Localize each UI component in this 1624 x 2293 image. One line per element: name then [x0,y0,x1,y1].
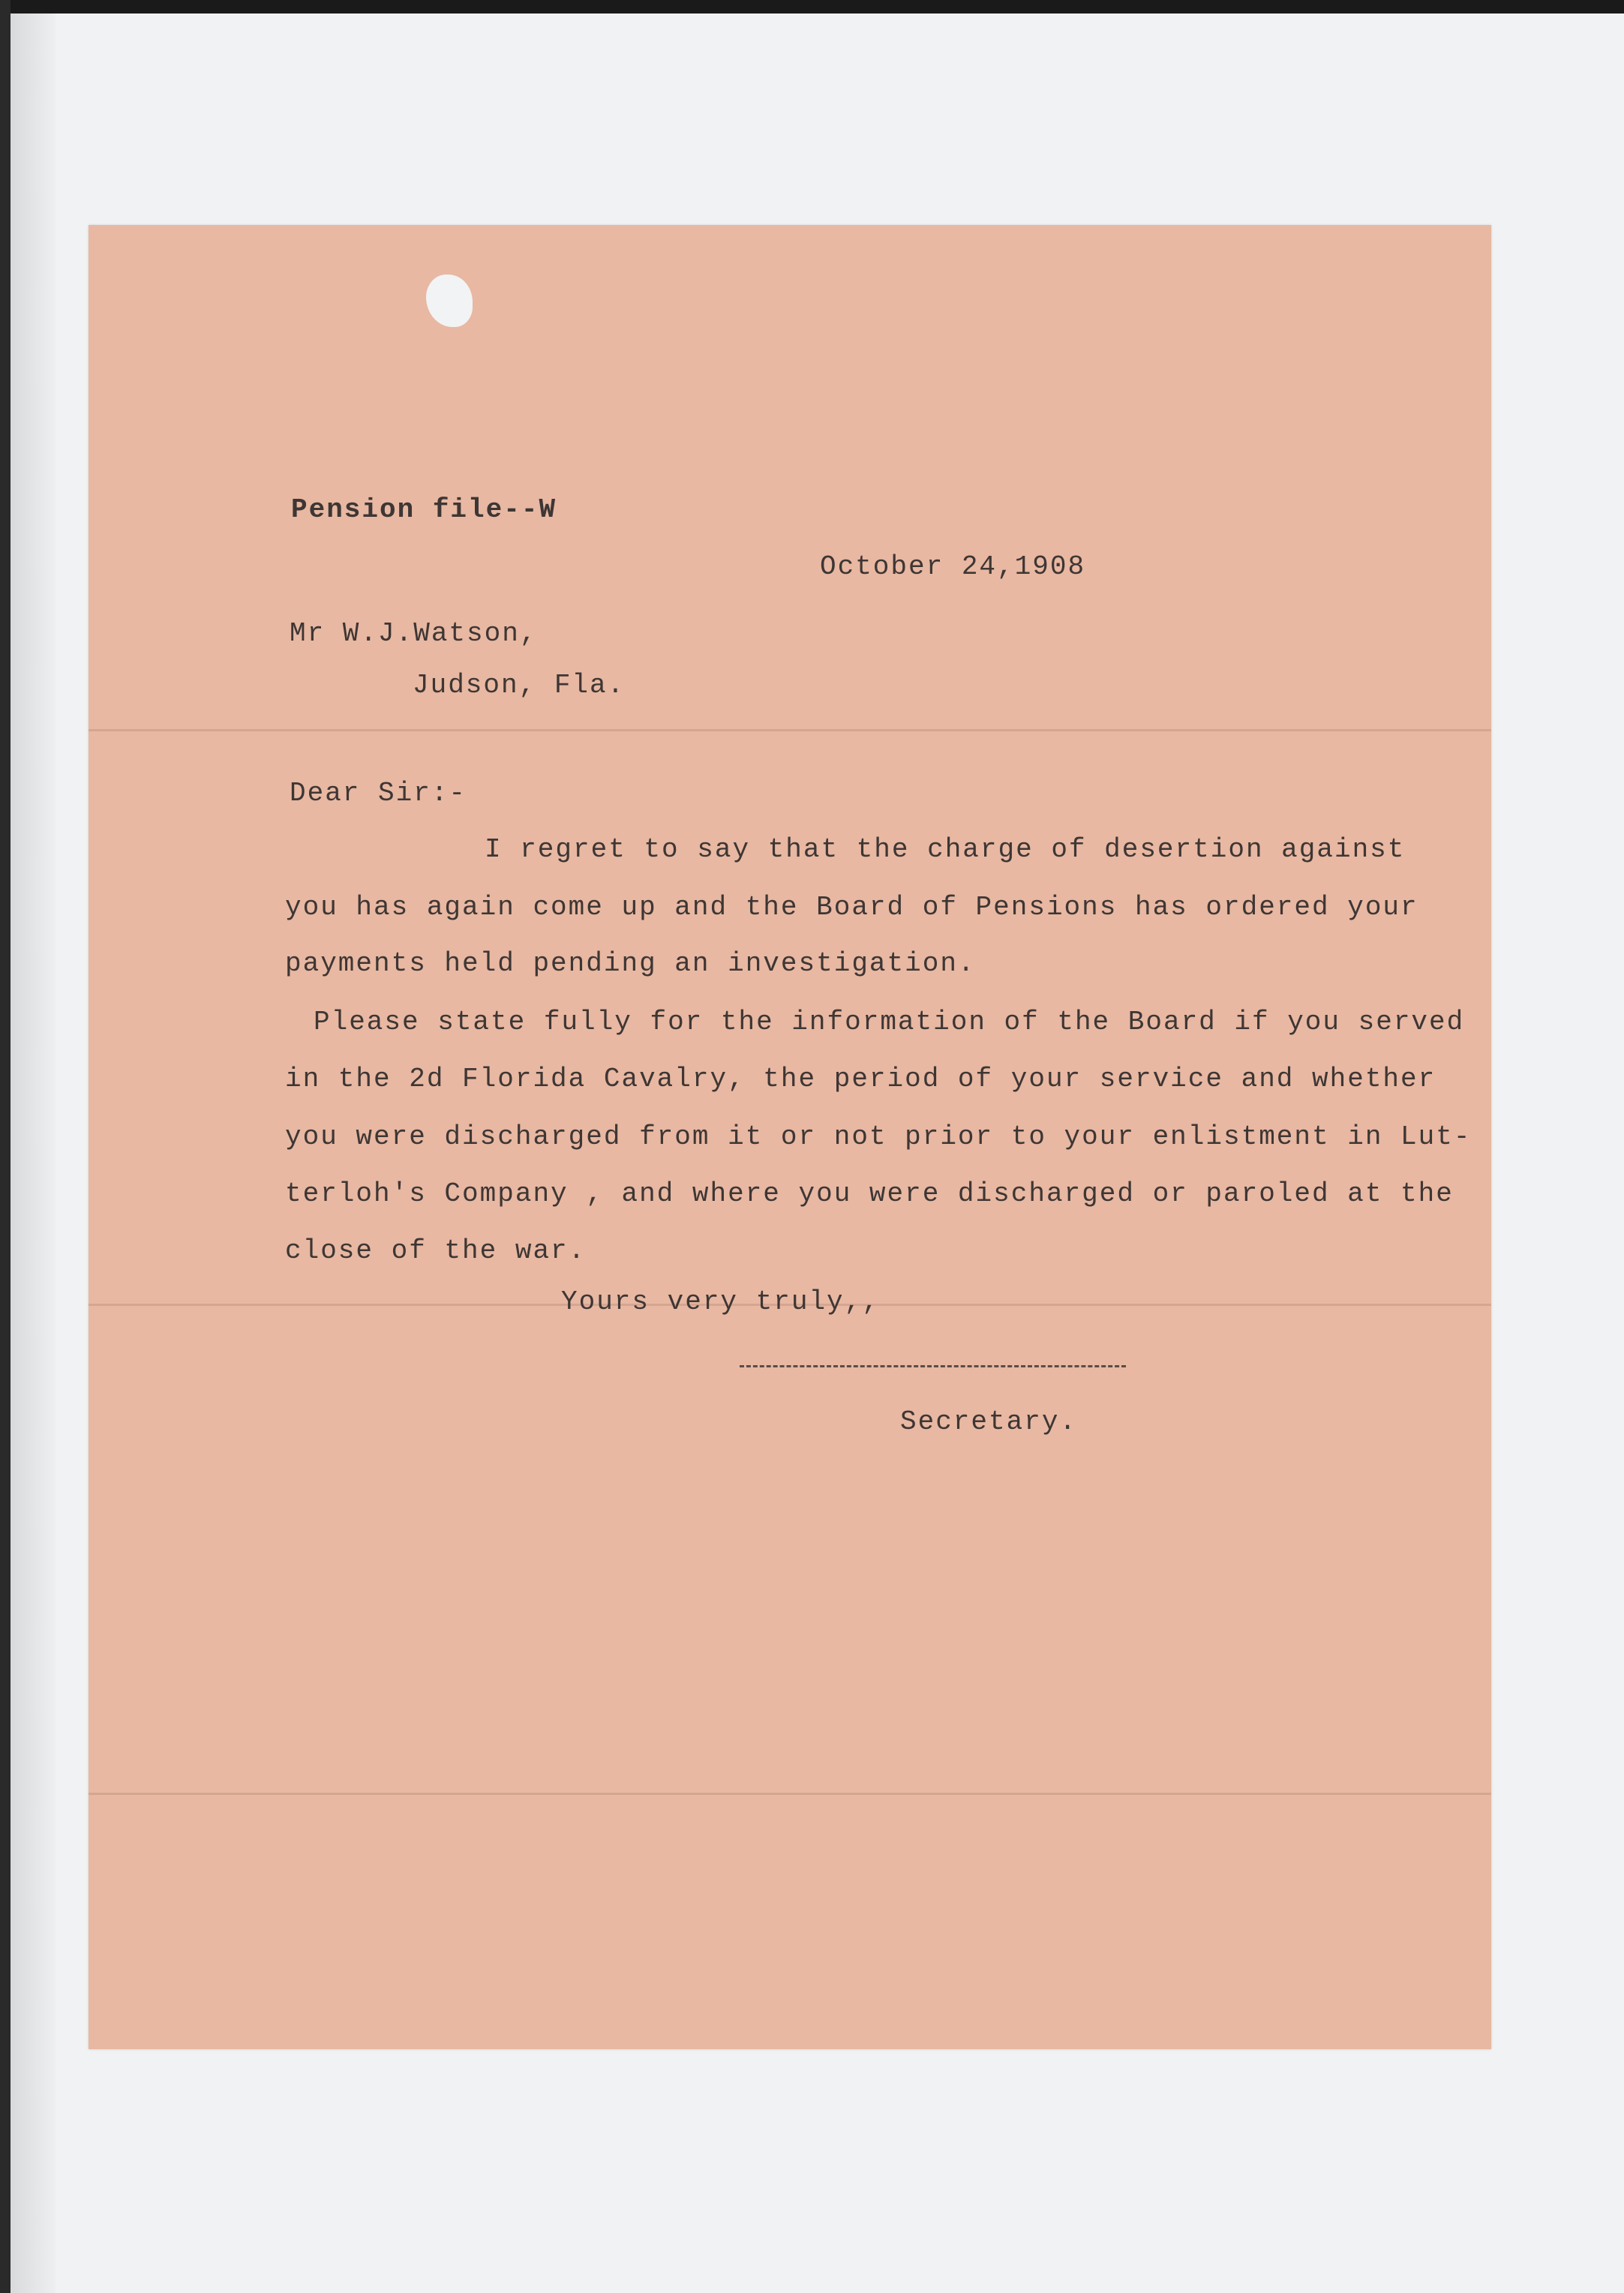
body-line: close of the war. [285,1235,587,1266]
body-line: you has again come up and the Board of Pensions has ordered your [285,892,1418,923]
fold-line [89,1793,1491,1795]
closing: Yours very truly,, [561,1286,880,1317]
letter-page [89,225,1491,2049]
body-line: in the 2d Florida Cavalry, the period of your service and whether [285,1064,1436,1094]
body-line: payments held pending an investigation. [285,948,976,979]
body-line: you were discharged from it or not prior to your enlistment in Lut- [285,1121,1472,1152]
fold-line [89,729,1491,731]
file-reference: Pension file--W [291,494,557,525]
punch-hole [426,275,473,327]
signature-line [740,1365,1126,1367]
scan-shadow [11,14,56,2293]
scan-border-top [0,0,1624,14]
addressee-place: Judson, Fla. [413,670,626,701]
signature-title: Secretary. [900,1406,1078,1437]
scan-border-left [0,0,11,2293]
letter-date: October 24,1908 [820,551,1086,582]
body-line: I regret to say that the charge of desertion against [485,834,1406,865]
body-line: terloh's Company , and where you were discharged or paroled at the [285,1178,1454,1209]
body-line: Please state fully for the information of the Board if you served [314,1007,1465,1037]
addressee-name: Mr W.J.Watson, [290,618,538,649]
salutation: Dear Sir:- [290,778,467,809]
